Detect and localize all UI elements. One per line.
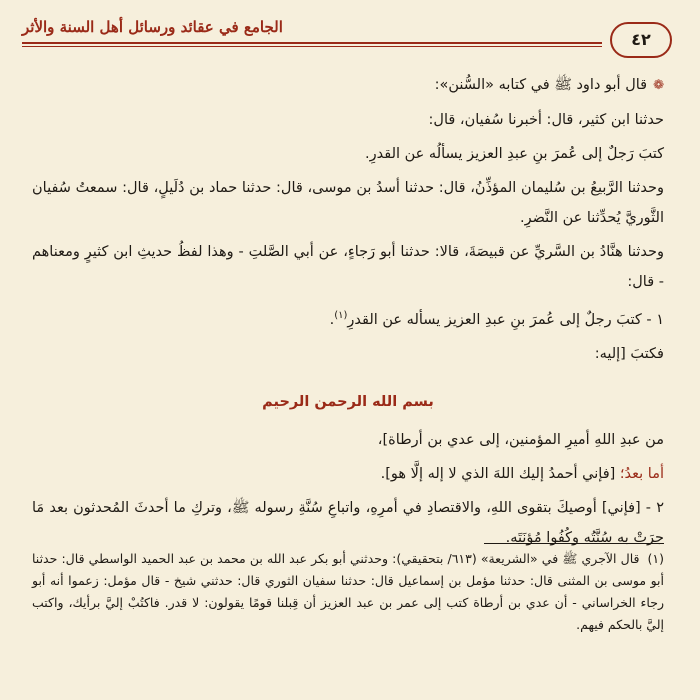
footnote-number: (١)	[647, 551, 664, 566]
amma-bad-label: أما بعدُ؛	[619, 465, 664, 482]
running-title: الجامع في عقائد ورسائل أهل السنة والأثر	[22, 18, 283, 36]
paragraph-address: من عبدِ اللهِ أميرِ المؤمنين، إلى عدي بن أرطاة]،	[377, 431, 664, 448]
paragraph-item-2: ٢ - [فإني] أوصيكَ بتقوى اللهِ، والاقتصادِ في أمرِهِ، واتباعِ سُنَّةِ رسوله ﷺ، وتركِ ما أحدثَ المُحدثون بعد مَا جرَتْ به سُنَّتُه وكُفُوا مُؤنَتَه.	[32, 499, 664, 546]
footnote-separator	[484, 543, 664, 544]
basmala-heading: بسم الله الرحمن الرحيم	[262, 393, 434, 410]
intro-text: قال أبو داود ﷺ في كتابه «السُّنن»:	[434, 77, 648, 93]
amma-bad-text: [فإني أحمدُ إليك اللهَ الذي لا إله إلَّا هو].	[380, 465, 616, 482]
paragraph-isnad-1: حدثنا ابن كثير، قال: أخبرنا سُفيان، قال:	[428, 112, 664, 128]
page-header	[22, 16, 672, 60]
header-rule	[22, 42, 602, 44]
paragraph-intro	[32, 70, 664, 101]
paragraph-isnad-2: وحدثنا الرَّبيعُ بن سُليمان المؤذِّنُ، قال: حدثنا أسدُ بن موسى، قال: حدثنا حماد بن دُلَيلٍ، قال: سمعتُ سُفيان الثَّوريَّ يُحدِّثنا عن النَّضرِ.	[32, 180, 664, 226]
paragraph-amma-bad	[32, 459, 664, 489]
footnote-reference: (١)	[334, 310, 348, 321]
paragraph-isnad-3: وحدثنا هنَّادُ بن السَّريِّ عن قبيصَةَ، قالا: حدثنا أبو رَجاءٍ، عن أبي الصَّلتِ - وهذا لفظُ حديثِ ابن كثيرٍ ومعناهم - قال:	[32, 244, 664, 290]
paragraph-text-1: كتبَ رَجلٌ إلى عُمرَ بنِ عبدِ العزيز يسألُه عن القدرِ.	[365, 146, 664, 162]
footnote	[32, 548, 664, 636]
paragraph-wrote: فكتبَ [إليه:	[594, 345, 664, 362]
main-text	[32, 70, 664, 557]
header-rule-thin	[22, 46, 602, 47]
page-number: ٤٢	[610, 22, 672, 58]
item-1-text: ١ - كتبَ رجلٌ إلى عُمرَ بنِ عبدِ العزيز يسأله عن القدرِ	[347, 311, 664, 328]
footnote-text: قال الآجري ﷺ في «الشريعة» (٦١٣/ بتحقيقي): وحدثني أبو بكر عبد الله بن محمد بن عبد الحميد الواسطي قال: حدثنا أبو موسى بن المثنى قال: حدثنا مؤمل بن إسماعيل قال: حدثنا سفيان الثوري قال: حدثني شيخ - قال مؤمل: زعموا أنه أبو رجاء الخراساني - أن عدي بن أرطاة كتب إلى عمر بن عبد العزيز أن قِبلنا قومًا يقولون: لا قدر. فاكتُبْ إليَّ برأيك، واكتب إليَّ بالحكم فيهم.	[32, 551, 664, 632]
flower-icon: ❁	[653, 78, 664, 93]
paragraph-item-1: ١ - كتبَ رجلٌ إلى عُمرَ بنِ عبدِ العزيز يسأله عن القدرِ$^{(١)}$.	[329, 310, 664, 328]
